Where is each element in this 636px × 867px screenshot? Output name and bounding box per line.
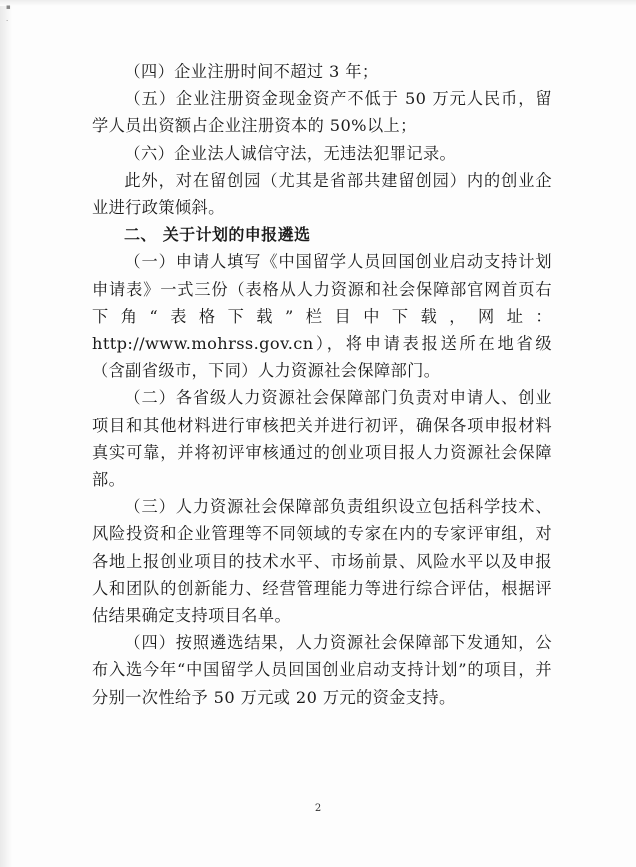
paragraph-selection-result: （四）按照遴选结果，人力资源社会保障部下发通知，公布入选今年“中国留学人员回国创业启动支持计划”的项目，并分别一次性给予 50 万元或 20 万元的资金支持。 [92,633,552,707]
paragraph-application-submission: http://www.mohrss.gov.cn），将申请表报送所在地省级（含副省级市，下同）人力资源社会保障部门。 [92,334,552,381]
paragraph-registered-capital: （五）企业注册资金现金资产不低于 50 万元人民币，留学人员出资额占企业注册资本的 50%以上； [92,89,552,136]
paragraph-legal-integrity: （六）企业法人诚信守法，无违法犯罪记录。 [124,143,457,163]
paragraph-expert-evaluation: （三）人力资源社会保障部负责组织设立包括科学技术、风险投资和企业管理等不同领域的专家在内的专家评审组，对各地上报创业项目的技术水平、市场前景、风险水平以及申报人和团队的创新能力、经营管理能力等进行综合评估，根据评估结果确定支持项目名单。 [92,497,552,626]
paragraph-application-form: （一）申请人填写《中国留学人员回国创业启动支持计划申请表》一式三份（表格从人力资源和社会保障部官网首页右下角“表格下载”栏目中下载，网址： [92,252,552,326]
scan-mark-side: · [6,17,9,25]
paragraph-provincial-review: （二）各省级人力资源社会保障部门负责对申请人、创业项目和其他材料进行审核把关并进行初评，确保各项申报材料真实可靠，并将初评审核通过的创业项目报人力资源社会保障部。 [92,388,552,490]
scan-shadow-top [0,0,636,6]
scan-shadow-left [0,0,12,867]
page-number: 2 [314,803,322,814]
paragraph-registration-time: （四）企业注册时间不超过 3 年； [124,62,379,81]
section-heading: 二、 关于计划的申报遴选 [124,225,311,245]
paragraph-policy-preference: 此外，对在留创园（尤其是省部共建留创园）内的创业企业进行政策倾斜。 [92,170,552,218]
document-body [92,58,552,711]
scan-mark-top: ▪ [6,3,11,11]
